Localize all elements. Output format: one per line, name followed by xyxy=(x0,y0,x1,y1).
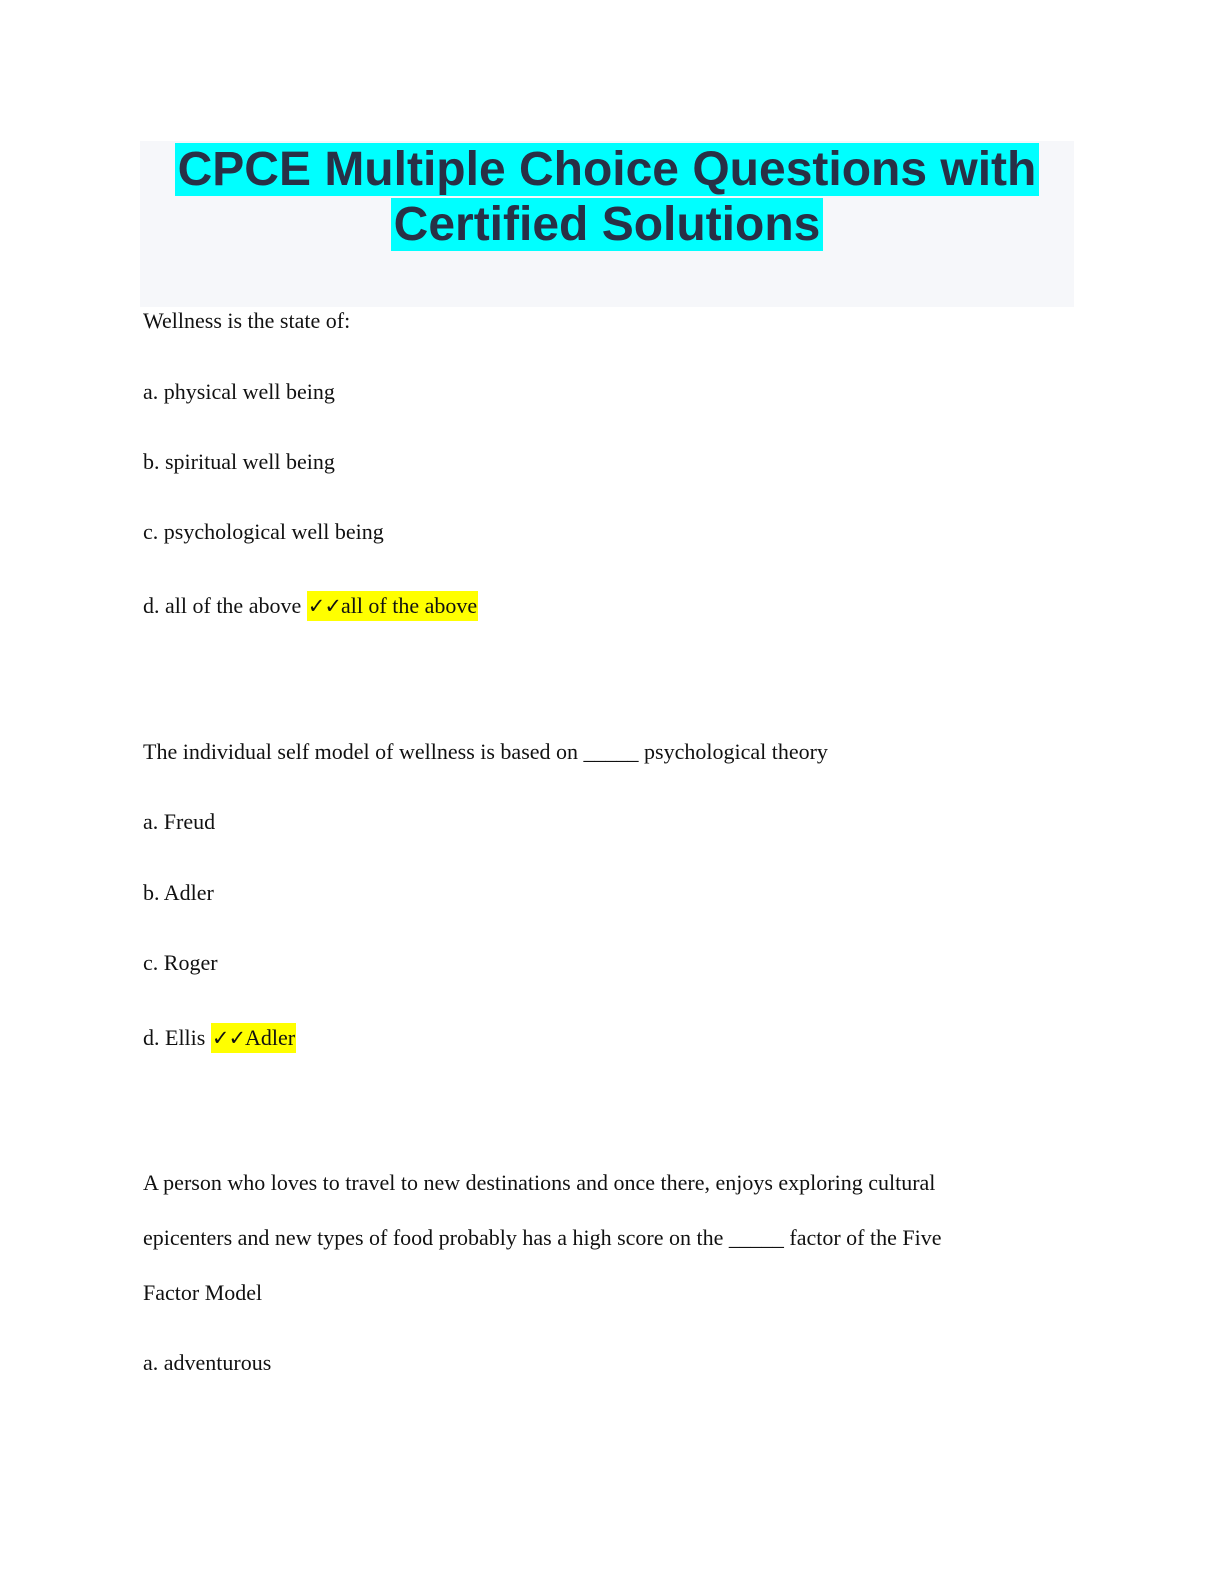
question-2-answer: Adler xyxy=(245,1025,296,1050)
page-title-line-2 xyxy=(140,198,1074,252)
question-3-stem-line-2: epicenters and new types of food probably has a high score on the _____ factor of the Five xyxy=(143,1225,942,1250)
title-header xyxy=(140,141,1074,307)
check-mark-icon: ✓✓ xyxy=(307,594,341,618)
question-2-option-d: d. Ellis xyxy=(143,1025,206,1050)
question-1-option-b: b. spiritual well being xyxy=(143,449,335,474)
check-mark-icon: ✓✓ xyxy=(211,1026,246,1050)
question-2-option-b: b. Adler xyxy=(143,880,214,905)
question-1-option-a: a. physical well being xyxy=(143,379,335,404)
title-highlight-1: CPCE Multiple Choice Questions with xyxy=(175,143,1040,196)
question-1-stem: Wellness is the state of: xyxy=(143,308,351,333)
question-2-option-a: a. Freud xyxy=(143,809,216,834)
question-3-stem-line-1: A person who loves to travel to new destinations and once there, enjoys exploring cultural xyxy=(143,1170,936,1195)
question-1-option-d-row xyxy=(143,593,478,619)
question-2-stem: The individual self model of wellness is based on _____ psychological theory xyxy=(143,739,828,764)
question-1-option-d: d. all of the above xyxy=(143,593,302,618)
question-2-answer-highlight xyxy=(211,1023,296,1053)
page-title-line-1 xyxy=(140,143,1074,197)
question-2-option-d-row xyxy=(143,1025,296,1051)
question-1-answer: all of the above xyxy=(340,593,478,618)
question-3-option-a: a. adventurous xyxy=(143,1350,272,1375)
title-highlight-2: Certified Solutions xyxy=(391,198,824,251)
question-1-answer-highlight xyxy=(307,591,478,621)
question-1-option-c: c. psychological well being xyxy=(143,519,384,544)
question-3-stem-line-3: Factor Model xyxy=(143,1280,263,1305)
question-2-option-c: c. Roger xyxy=(143,950,218,975)
